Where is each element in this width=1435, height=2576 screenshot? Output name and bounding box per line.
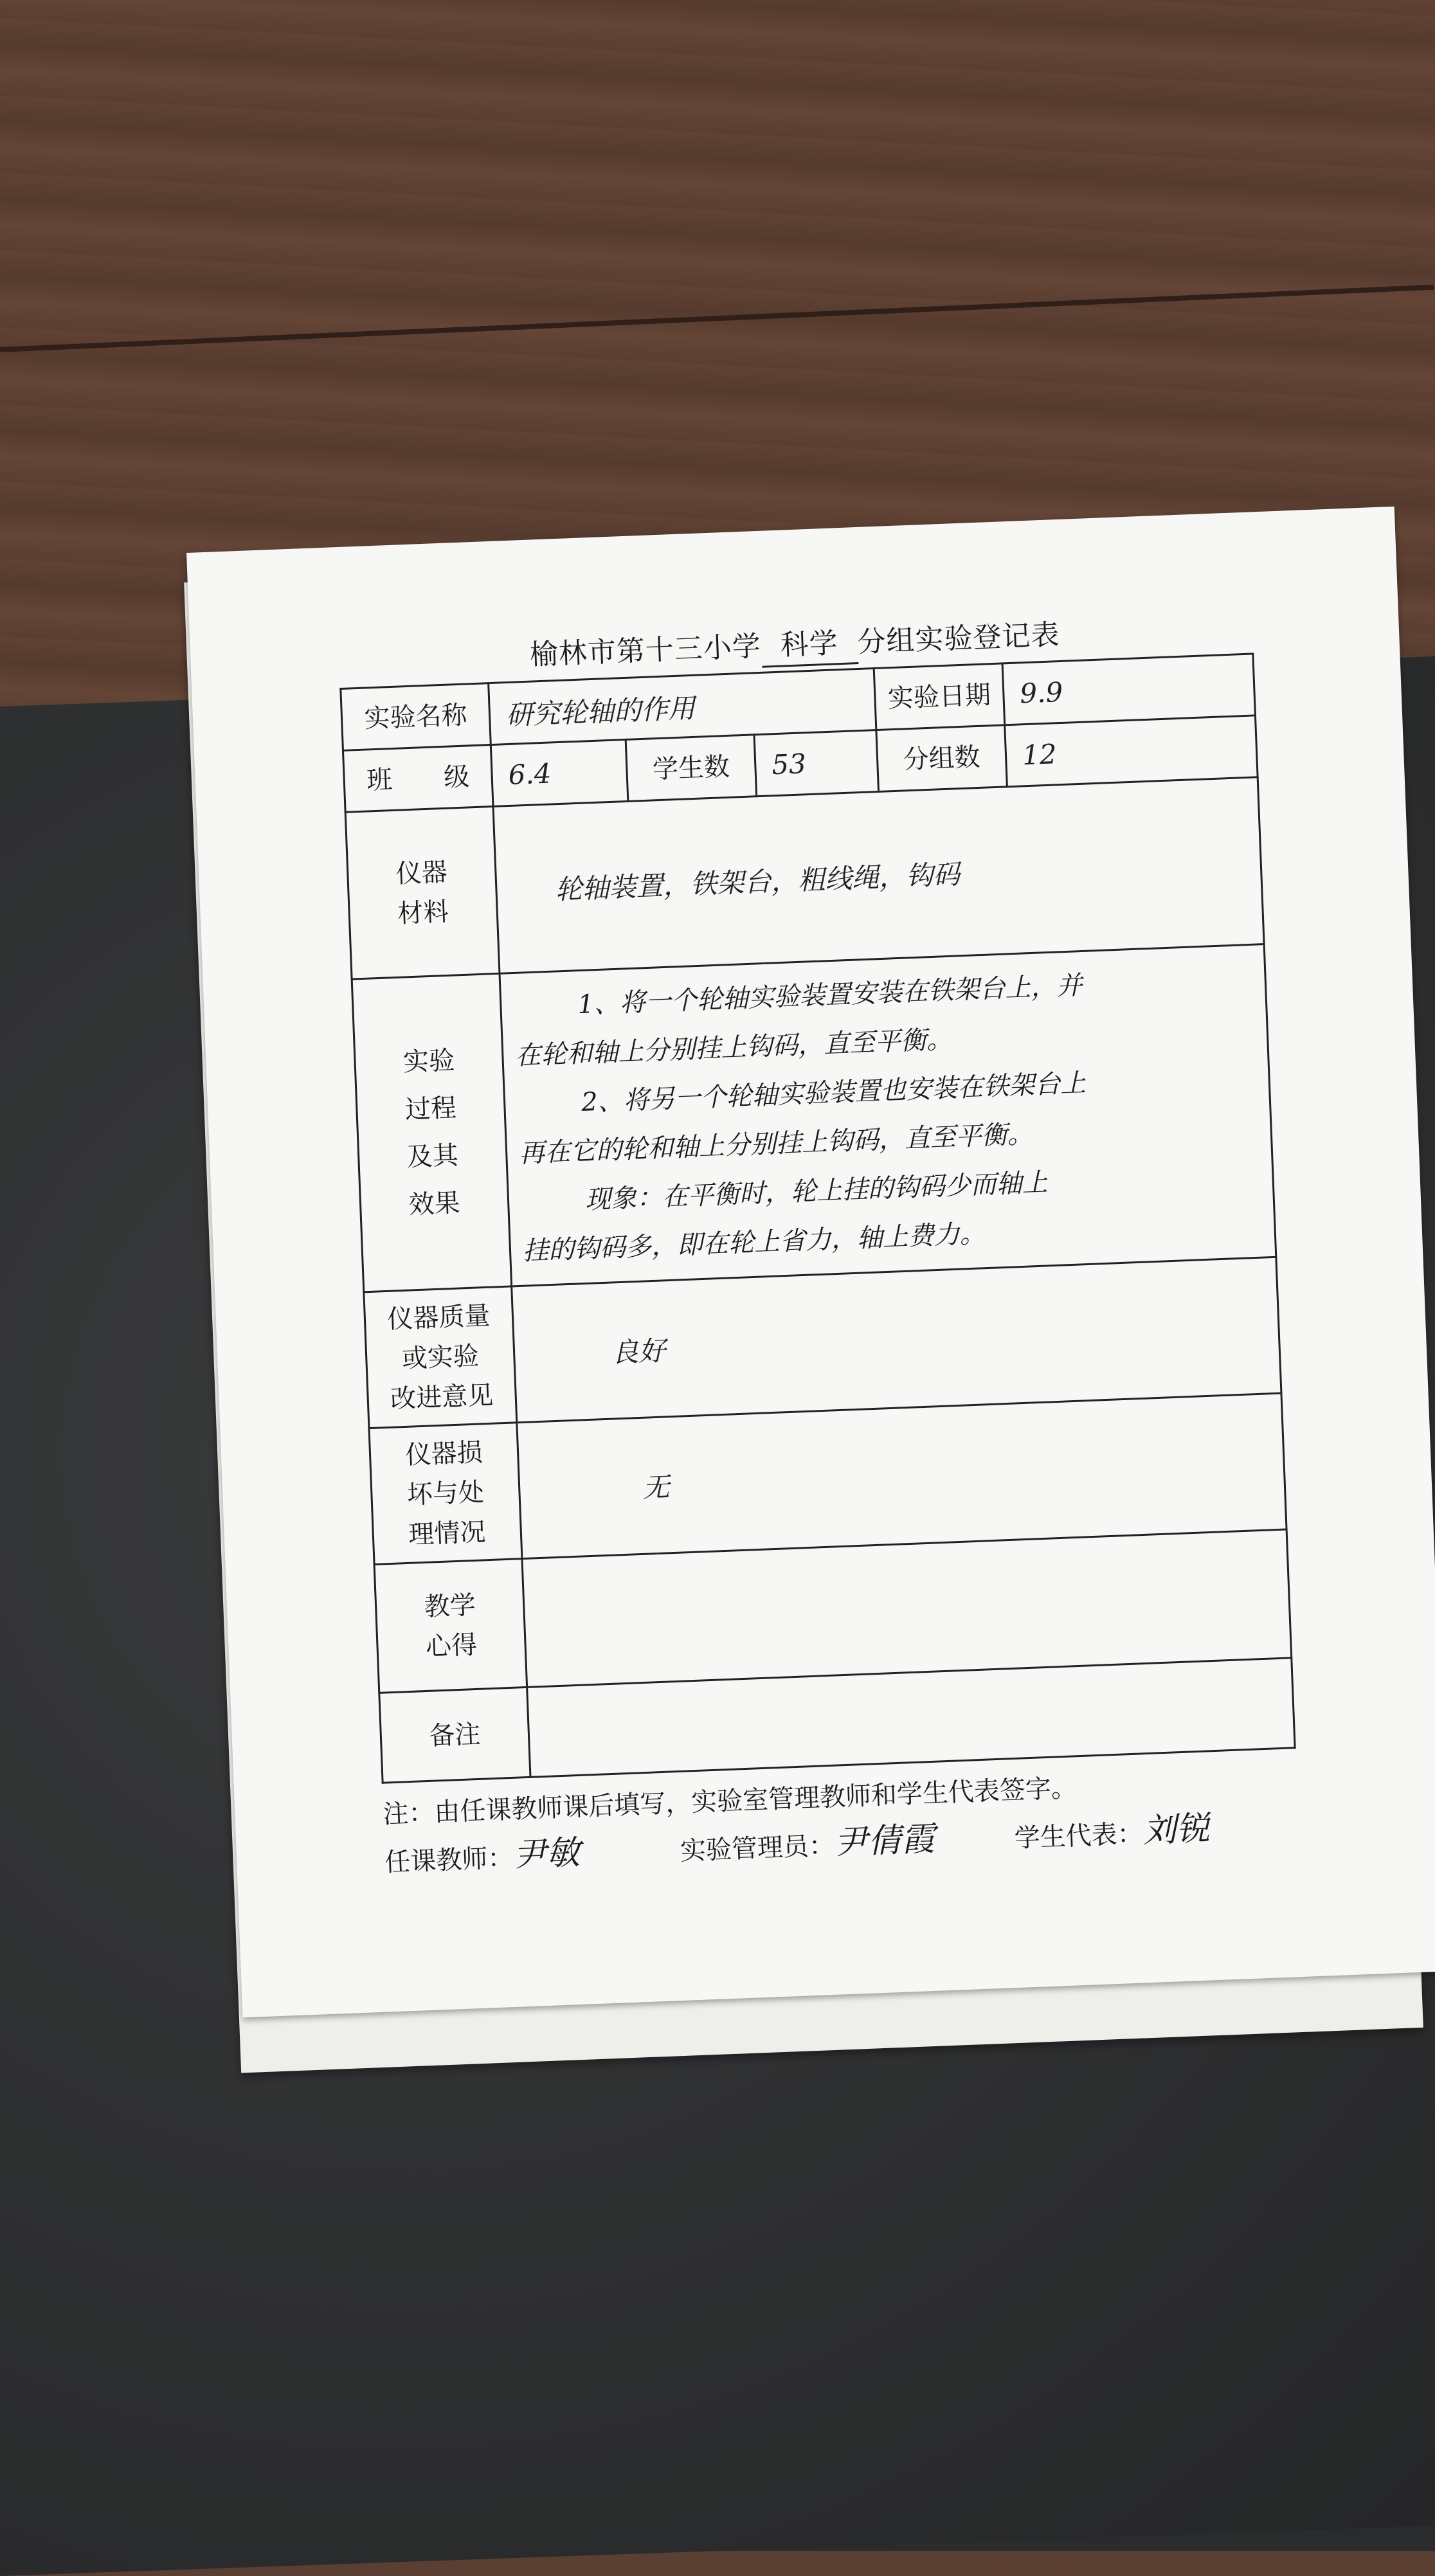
equipment-label-line: 材料 — [397, 897, 450, 929]
process-label-line: 实验 — [402, 1045, 456, 1077]
process-label-line: 过程 — [404, 1093, 457, 1125]
equipment-label — [345, 806, 500, 979]
equipment-value: 轮轴装置，铁架台，粗线绳，钩码 — [493, 777, 1264, 973]
quality-label-line: 改进意见 — [390, 1380, 494, 1414]
student-count-label: 学生数 — [626, 735, 757, 802]
remarks-label: 备注 — [379, 1687, 530, 1783]
form-name: 分组实验登记表 — [856, 618, 1061, 660]
experiment-date-value: 9.9 — [1002, 654, 1255, 725]
registration-form-sheet — [186, 507, 1435, 2017]
group-count-label: 分组数 — [876, 725, 1007, 792]
process-line: 1、将一个轮轴实验装置安装在铁架台上，并 — [577, 971, 1083, 1020]
damage-label-line: 仪器损 — [404, 1437, 483, 1470]
form-note: 注：由任课教师课后填写，实验室管理教师和学生代表签字。 — [382, 1773, 1078, 1830]
process-line: 在轮和轴上分别挂上钩码，直至平衡。 — [514, 1024, 953, 1071]
quality-label-line: 或实验 — [401, 1340, 480, 1374]
class-label: 班 级 — [343, 745, 493, 813]
group-count-value: 12 — [1005, 716, 1258, 787]
process-line: 现象：在平衡时，轮上挂的钩码少而轴上 — [584, 1167, 1049, 1215]
student-rep-label: 学生代表： — [1013, 1819, 1144, 1854]
lab-admin-signature-name: 尹倩霞 — [833, 1819, 935, 1862]
reflection-label-line: 教学 — [423, 1590, 476, 1622]
student-rep-signature — [1013, 1806, 1211, 1861]
subject-name: 科学 — [761, 624, 858, 668]
teacher-label: 任课教师： — [384, 1843, 514, 1878]
form-table — [339, 653, 1295, 1783]
student-rep-signature-name: 刘锐 — [1142, 1809, 1211, 1851]
damage-label — [369, 1423, 522, 1565]
experiment-name-value: 研究轮轴的作用 — [489, 669, 876, 745]
damage-label-line: 理情况 — [408, 1517, 487, 1550]
experiment-name-label: 实验名称 — [341, 683, 491, 751]
experiment-date-label: 实验日期 — [874, 663, 1005, 730]
lab-admin-signature — [680, 1814, 1015, 1874]
reflection-label-line: 心得 — [425, 1630, 478, 1662]
quality-label-line: 仪器质量 — [386, 1301, 491, 1335]
quality-label — [364, 1286, 517, 1428]
teacher-signature-name: 尹敏 — [512, 1833, 581, 1875]
process-line: 2、将另一个轮轴实验装置也安装在铁架台上 — [581, 1068, 1087, 1118]
experiment-registration-form — [338, 609, 1298, 1886]
quality-value: 良好 — [512, 1257, 1281, 1423]
process-value — [500, 944, 1276, 1286]
student-count-value: 53 — [754, 730, 879, 797]
lab-admin-label: 实验管理员： — [680, 1830, 835, 1866]
damage-value: 无 — [517, 1393, 1286, 1559]
process-label-line: 效果 — [408, 1188, 461, 1220]
teacher-signature — [384, 1826, 681, 1886]
process-label — [352, 973, 512, 1292]
table-row — [352, 944, 1276, 1292]
reflection-label — [374, 1559, 527, 1693]
class-value: 6.4 — [491, 739, 628, 806]
equipment-label-line: 仪器 — [395, 857, 448, 889]
process-label-line: 及其 — [406, 1140, 459, 1173]
process-line: 再在它的轮和轴上分别挂上钩码，直至平衡。 — [518, 1119, 1034, 1169]
school-name: 榆林市第十三小学 — [529, 629, 762, 672]
process-line: 挂的钩码多，即在轮上省力，轴上费力。 — [522, 1219, 986, 1266]
damage-label-line: 坏与处 — [406, 1477, 485, 1510]
